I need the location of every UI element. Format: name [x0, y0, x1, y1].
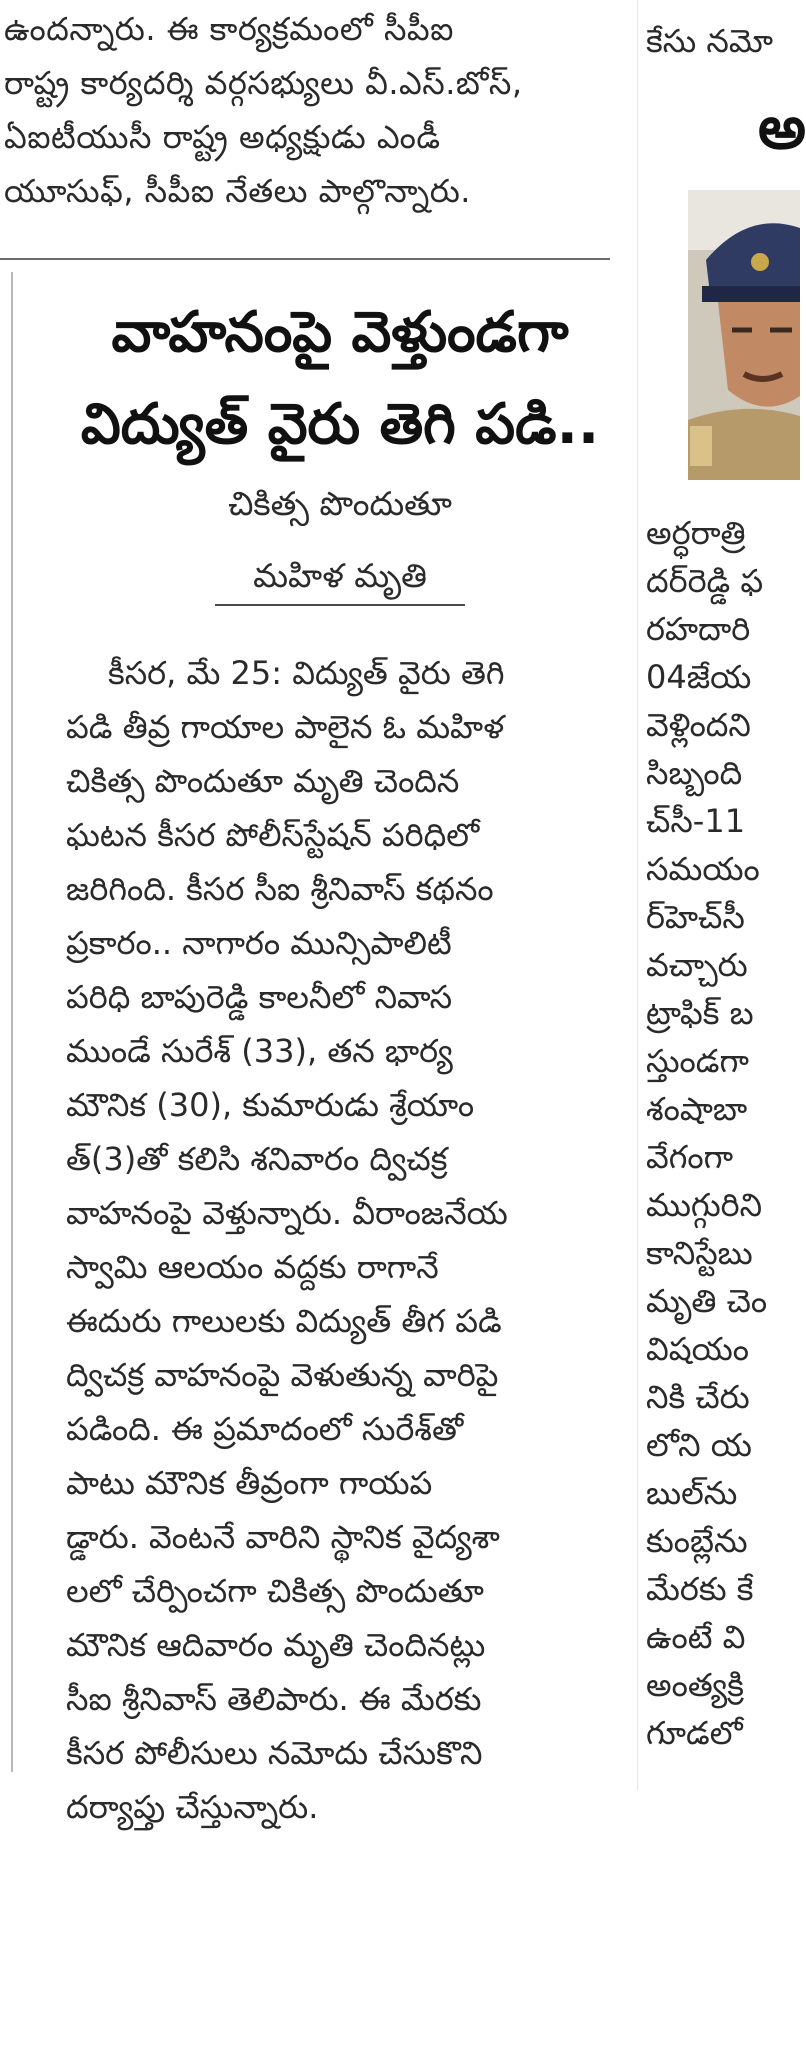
- previous-article-line: ఉందన్నారు. ఈ కార్యక్రమంలో సీపీఐ: [4, 10, 454, 48]
- neighbour-article-line: కుంబ్లేను: [646, 1522, 748, 1560]
- neighbour-article-cropped: [646, 0, 806, 1790]
- article-body-line: మౌనిక (30), కుమారుడు శ్రేయాం: [66, 1086, 475, 1124]
- neighbour-article-line: అంత్యక్రి: [646, 1666, 744, 1704]
- police-officer-photo: [688, 190, 800, 480]
- article-body-line: లలో చేర్పించగా చికిత్స పొందుతూ: [66, 1572, 484, 1610]
- article-body-line: పడింది. ఈ ప్రమాదంలో సురేశ్‌తో: [66, 1410, 464, 1448]
- article-body-line: ప్రకారం.. నాగారం మున్సిపాలిటీ: [66, 924, 452, 962]
- article-body-line: పడి తీవ్ర గాయాల పాలైన ఓ మహిళ: [66, 708, 505, 746]
- article-body-line: ఈదురు గాలులకు విద్యుత్ తీగ పడి: [66, 1302, 502, 1340]
- article-body-line: వాహనంపై వెళ్తున్నారు. వీరాంజనేయ: [66, 1194, 508, 1232]
- neighbour-article-line: చ్‌సీ-11: [646, 802, 746, 840]
- article-left-rule: [11, 272, 13, 1772]
- article-body-line: పాటు మౌనిక తీవ్రంగా గాయప: [66, 1464, 433, 1502]
- previous-article-tail: [0, 0, 620, 240]
- article-subheadline-line: చికిత్స పొందుతూ: [228, 484, 452, 523]
- article-body-line: ముండే సురేశ్ (33), తన భార్య: [66, 1032, 453, 1070]
- article-headline-line: విద్యుత్ వైరు తెగి పడి..: [80, 392, 600, 457]
- neighbour-article-top-line: కేసు నమో: [646, 22, 774, 60]
- article-body-line: సీఐ శ్రీనివాస్ తెలిపారు. ఈ మేరకు: [66, 1680, 482, 1718]
- article-headline-line: వాహనంపై వెళ్తుండగా: [111, 300, 569, 365]
- neighbour-article-line: ముగ్గురిని: [646, 1186, 763, 1224]
- neighbour-article-line: శంషాబా: [646, 1090, 748, 1128]
- neighbour-article-line: నికి చేరు: [646, 1378, 750, 1416]
- neighbour-article-line: సిబ్బంది: [646, 754, 743, 792]
- subheadline-underline: [215, 604, 465, 606]
- previous-article-line: యూసుఫ్, సీపీఐ నేతలు పాల్గొన్నారు.: [4, 172, 471, 210]
- article-body-line: ఘటన కీసర పోలీస్‌స్టేషన్ పరిధిలో: [66, 816, 480, 854]
- article-body-line: జరిగింది. కీసర సీఐ శ్రీనివాస్ కథనం: [66, 870, 494, 908]
- neighbour-article-line: 04జేయ: [646, 658, 752, 696]
- article-body-line: ద్విచక్ర వాహనంపై వెళుతున్న వారిపై: [66, 1356, 499, 1394]
- neighbour-article-line: కానిస్టేబు: [646, 1234, 753, 1272]
- neighbour-article-line: స్తుండగా: [646, 1042, 749, 1080]
- neighbour-article-line: లోని య: [646, 1426, 752, 1464]
- neighbour-article-line: బుల్‌ను: [646, 1474, 738, 1512]
- article-body-line: దర్యాప్తు చేస్తున్నారు.: [66, 1788, 319, 1826]
- article-body-line: చికిత్స పొందుతూ మృతి చెందిన: [66, 762, 460, 800]
- article-body-line: కీసర, మే 25: విద్యుత్ వైరు తెగి: [108, 654, 505, 692]
- column-separator: [637, 0, 638, 1790]
- neighbour-article-line: వెళ్లిందని: [646, 706, 751, 744]
- neighbour-article-line: సమయం: [646, 850, 760, 888]
- previous-article-line: రాష్ట్ర కార్యదర్శి వర్గసభ్యులు వీ.ఎస్.బోస్,: [4, 64, 523, 102]
- article-body-line: డ్డారు. వెంటనే వారిని స్థానిక వైద్యశా: [66, 1518, 500, 1556]
- neighbour-article-line: ట్రాఫిక్ బ: [646, 994, 754, 1032]
- article-body-line: త్(3)తో కలిసి శనివారం ద్విచక్ర: [66, 1140, 448, 1178]
- neighbour-article-line: వచ్చారు: [646, 946, 748, 984]
- police-officer-photo-icon: [688, 190, 800, 480]
- article-body-line: మౌనిక ఆదివారం మృతి చెందినట్లు: [66, 1626, 486, 1664]
- article-body-line: కీసర పోలీసులు నమోదు చేసుకొని: [66, 1734, 483, 1772]
- neighbour-article-line: గూడలో: [646, 1714, 743, 1752]
- section-divider: [0, 258, 610, 260]
- article-subheadline-line: మహిళ మృతి: [253, 556, 427, 595]
- neighbour-article-line: దర్‌రెడ్డి ఫ: [646, 562, 764, 600]
- neighbour-article-line: విషయం: [646, 1330, 749, 1368]
- neighbour-article-line: మేరకు కే: [646, 1570, 754, 1608]
- neighbour-article-line: అర్ధరాత్రి: [646, 514, 746, 552]
- neighbour-article-line: ఉంటే వి: [646, 1618, 746, 1656]
- neighbour-article-line: రహదారి: [646, 610, 751, 648]
- neighbour-article-line: మృతి చెం: [646, 1282, 768, 1320]
- article-body-line: పరిధి బాపురెడ్డి కాలనీలో నివాస: [66, 978, 453, 1016]
- article-body-line: స్వామి ఆలయం వద్దకు రాగానే: [66, 1248, 439, 1286]
- neighbour-article-line: వేగంగా: [646, 1138, 734, 1176]
- previous-article-line: ఏఐటీయుసీ రాష్ట్ర అధ్యక్షుడు ఎండీ: [4, 118, 441, 156]
- neighbour-article-line: ర్‌హెచ్‌సీ: [646, 898, 745, 936]
- neighbour-article-heading: అ: [758, 93, 806, 163]
